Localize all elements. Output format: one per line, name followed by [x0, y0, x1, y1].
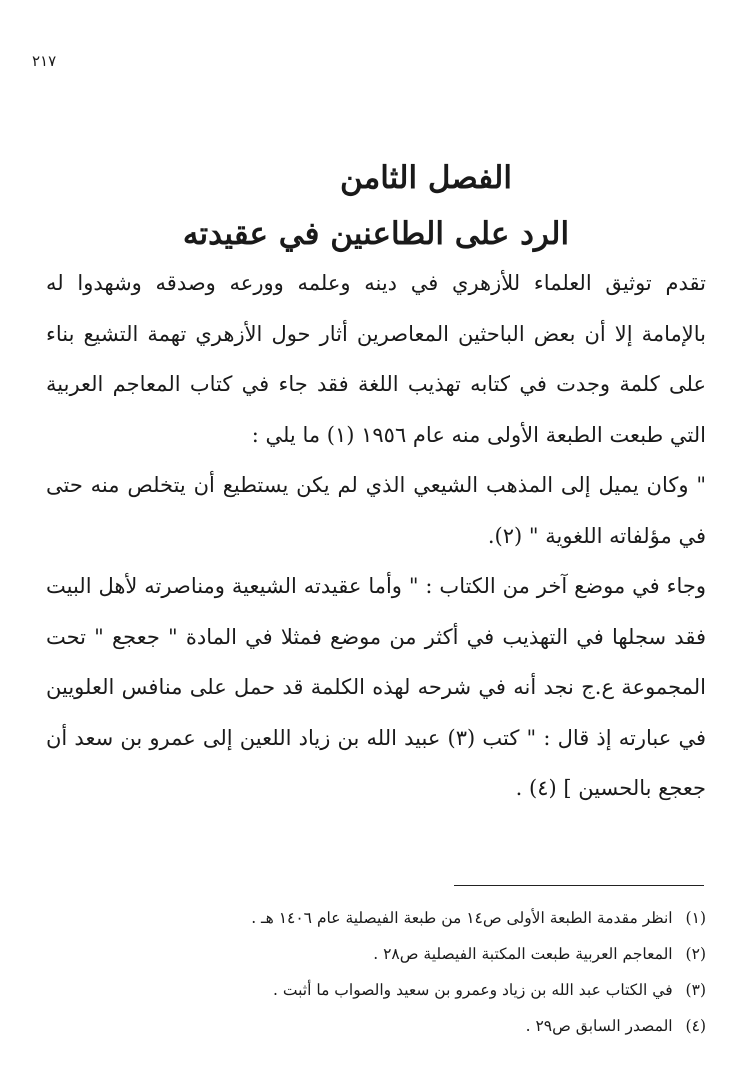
footnote-text: في الكتاب عبد الله بن زياد وعمرو بن سعيد والصواب ما أثبت . — [273, 981, 673, 999]
footnote-text: المعاجم العربية طبعت المكتبة الفيصلية ص٢٨ . — [373, 945, 673, 963]
chapter-title: الفصل الثامن — [340, 160, 512, 196]
paragraph: تقدم توثيق العلماء للأزهري في دينه وعلمه وورعه وصدقه وشهدوا له بالإمامة إلا أن بعض الباحثين المعاصرين أثار حول الأزهري تهمة التشيع بناء على كلمة وجدت في كتابه تهذيب اللغة فقد جاء في كتاب المعاجم العربية التي طبعت الطبعة الأولى منه عام ١٩٥٦ (١) ما يلي : — [46, 271, 706, 447]
body-text — [46, 258, 706, 814]
footnote-text: المصدر السابق ص٢٩ . — [525, 1017, 673, 1035]
footnote-number: (٤) — [685, 1017, 706, 1035]
paragraph: " وكان يميل إلى المذهب الشيعي الذي لم يكن يستطيع أن يتخلص منه حتى في مؤلفاته اللغوية " (٢). — [46, 473, 706, 548]
footnote-number: (٢) — [685, 945, 706, 963]
footnote — [46, 1008, 706, 1044]
footnote — [46, 972, 706, 1008]
chapter-subtitle: الرد على الطاعنين في عقيدته — [182, 216, 570, 252]
footnote-number: (٣) — [685, 981, 706, 999]
footnotes — [46, 900, 706, 1044]
footnote-divider — [454, 885, 704, 886]
page-number: ٢١٧ — [32, 52, 57, 70]
footnote — [46, 936, 706, 972]
footnote-number: (١) — [685, 909, 706, 927]
paragraph: وجاء في موضع آخر من الكتاب : " وأما عقيدته الشيعية ومناصرته لأهل البيت فقد سجلها في التهذيب في أكثر من موضع فمثلا في المادة " جعجع " تحت المجموعة ع.ج نجد أنه في شرحه لهذه الكلمة قد حمل على منافس العلويين في عبارته إذ قال : " كتب (٣) عبيد الله بن زياد اللعين إلى عمرو بن سعد أن جعجع بالحسين ] (٤) . — [46, 574, 707, 800]
footnote-text: انظر مقدمة الطبعة الأولى ص١٤ من طبعة الفيصلية عام ١٤٠٦ هـ . — [251, 909, 673, 927]
footnote — [46, 900, 706, 936]
